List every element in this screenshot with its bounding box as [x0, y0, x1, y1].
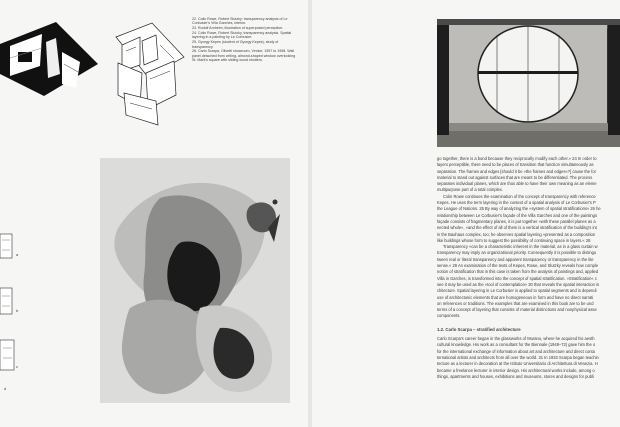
diagram-label-d: d: [4, 386, 7, 391]
body-line: multipurpose part of a total complex.: [437, 187, 503, 193]
transparency-analysis-axonometric-black: [0, 18, 100, 118]
body-line: transparency may imply an organizational priority. Consequently it is possible to distingu: [437, 250, 597, 256]
body-line: like buildings whose form to suggest the possibility of continuing space in layers.« 28: [437, 237, 591, 243]
body-line: on references or traditions. The examples that are examined in this book are to be und: [437, 300, 594, 306]
main-paragraphs: [437, 156, 620, 320]
scarpa-olivetti-showroom-photo: [437, 19, 620, 147]
figure-captions: [192, 17, 300, 63]
caption-26: 26. Carlo Scarpa, Olivetti showroom, Venice, 1957 to 1958. Wall panel detached from ceiling, almond-shaped window overlooking St. Mark's square with sliding wood shutters.: [192, 49, 296, 63]
section-line: became a freelance lecturer in interior design. His architectural works include, among o: [437, 367, 595, 373]
section-line: things, apartments and houses, exhibitions and museums, stores and designs for publi: [437, 373, 594, 379]
body-line: use of architectonic elements that are homogeneous in form and have no direct narrati: [437, 294, 594, 300]
caption-23: 23. Rudolf Arnheim, illustration of superposed perception.: [192, 26, 284, 31]
caption-22: 22. Colin Rowe, Robert Slutzky: transparency analysis of Le Corbusier's Villa Garches, interior.: [192, 17, 288, 26]
body-line: material to stand out against surfaces that are meant to be differentiated. The process: [437, 174, 593, 180]
section-paragraphs: [437, 336, 620, 380]
body-line: sense.« 29 An examination of the texts of Kepes, Rowe, and Slutzky reveals how comple: [437, 263, 599, 269]
section-line: tecture as a lecturer in decoration at the Istituto Universitario di Architettura di Venezia. H: [437, 361, 598, 367]
body-line: Colin Rowe continues the examination of the concept of transparency with reference: [443, 193, 596, 199]
section-heading: 1.2. Carlo Scarpa – stratified architecture: [437, 326, 521, 332]
diagram-label-b: b: [16, 308, 19, 313]
body-line: nected whole«, »and the effect of all of them is a vertical stratification of the building's int: [437, 225, 597, 231]
body-line: notion of stratification that in this case is taken from the analysis of paintings and, applied: [437, 269, 599, 275]
diagram-label-c: c: [16, 364, 18, 369]
superposed-planes-line-drawing: [112, 15, 187, 130]
section-line: ternational artists and architects from all over the world. 31 In 1933 Scarpa began teachin: [437, 354, 599, 360]
body-line: the League of Nations. 25 By way of analyzing the »system of spatial stratifications« 26 he: [437, 206, 601, 212]
body-line: Transparency »can be a characteristic inherent in the material, as in a glass curtain w: [443, 244, 598, 250]
stratification-diagrams: [0, 232, 22, 392]
body-line: tween real or literal transparency and apparent transparency or transparency in the lite: [437, 256, 594, 262]
body-line: in the Bauhaus complex, too; he observes spatial layering »presented as a composition: [437, 231, 596, 237]
body-line: façade consists of fragmentary planes, it is put together »with these parallel planes as a: [437, 218, 596, 224]
body-line: relationship between Le Corbusier's façade of the Villa Garches and one of the paintings: [437, 212, 598, 218]
body-line: layers perceptible, there need to be places of transition that function simultaneously as: [437, 162, 594, 168]
body-line: terms of a concept of layering that consists of material distinctions and nonphysical asse: [437, 307, 597, 313]
body-text: [437, 156, 620, 380]
kepes-transparency-study: [100, 158, 290, 403]
body-line: chitecture. Spatial layering in Le Corbusier is applied to spatial segments and is dependi: [437, 288, 597, 294]
body-line: Villa in Garches, is transformed into the concept of spatial stratification. »Stratification« c: [437, 275, 597, 281]
caption-25: 25. Gyorgy Kepes (student of Gyorgy Kepes), study of transparency: [192, 40, 279, 49]
diagram-label-a: a: [16, 252, 19, 257]
caption-24: 24. Colin Rowe, Robert Slutzky, transparency analysis. Spatial layering in a painting by Le Corbusier.: [192, 31, 292, 40]
body-line: separation. The frames and edges [should it be »the frames and edges«?] cause the for: [437, 168, 597, 174]
section-line: for the international exchange of information about art and architecture and direct conta: [437, 348, 595, 354]
body-line: see it may be used as the »tool of contemplation« 30 that reveals the spatial interaction in: [437, 281, 600, 287]
body-line: Kepes. He uses the term layering in the context of a spatial analysis of Le Corbusier's P: [437, 200, 596, 206]
body-line: go together, there is a bond because they reciprocally modify each other.» 24 In order to: [437, 156, 597, 161]
body-line: separates individual planes, which are thus able to have their own meaning as an eleme: [437, 181, 597, 187]
section-line: Carlo Scarpa's career began in the glassworks of Murano, where he acquired his aesth: [437, 336, 595, 342]
section-line: cultural knowledge. His work as a consultant for the Biennale (1948–72) gave him the o: [437, 342, 596, 348]
body-line: components.: [437, 313, 461, 319]
